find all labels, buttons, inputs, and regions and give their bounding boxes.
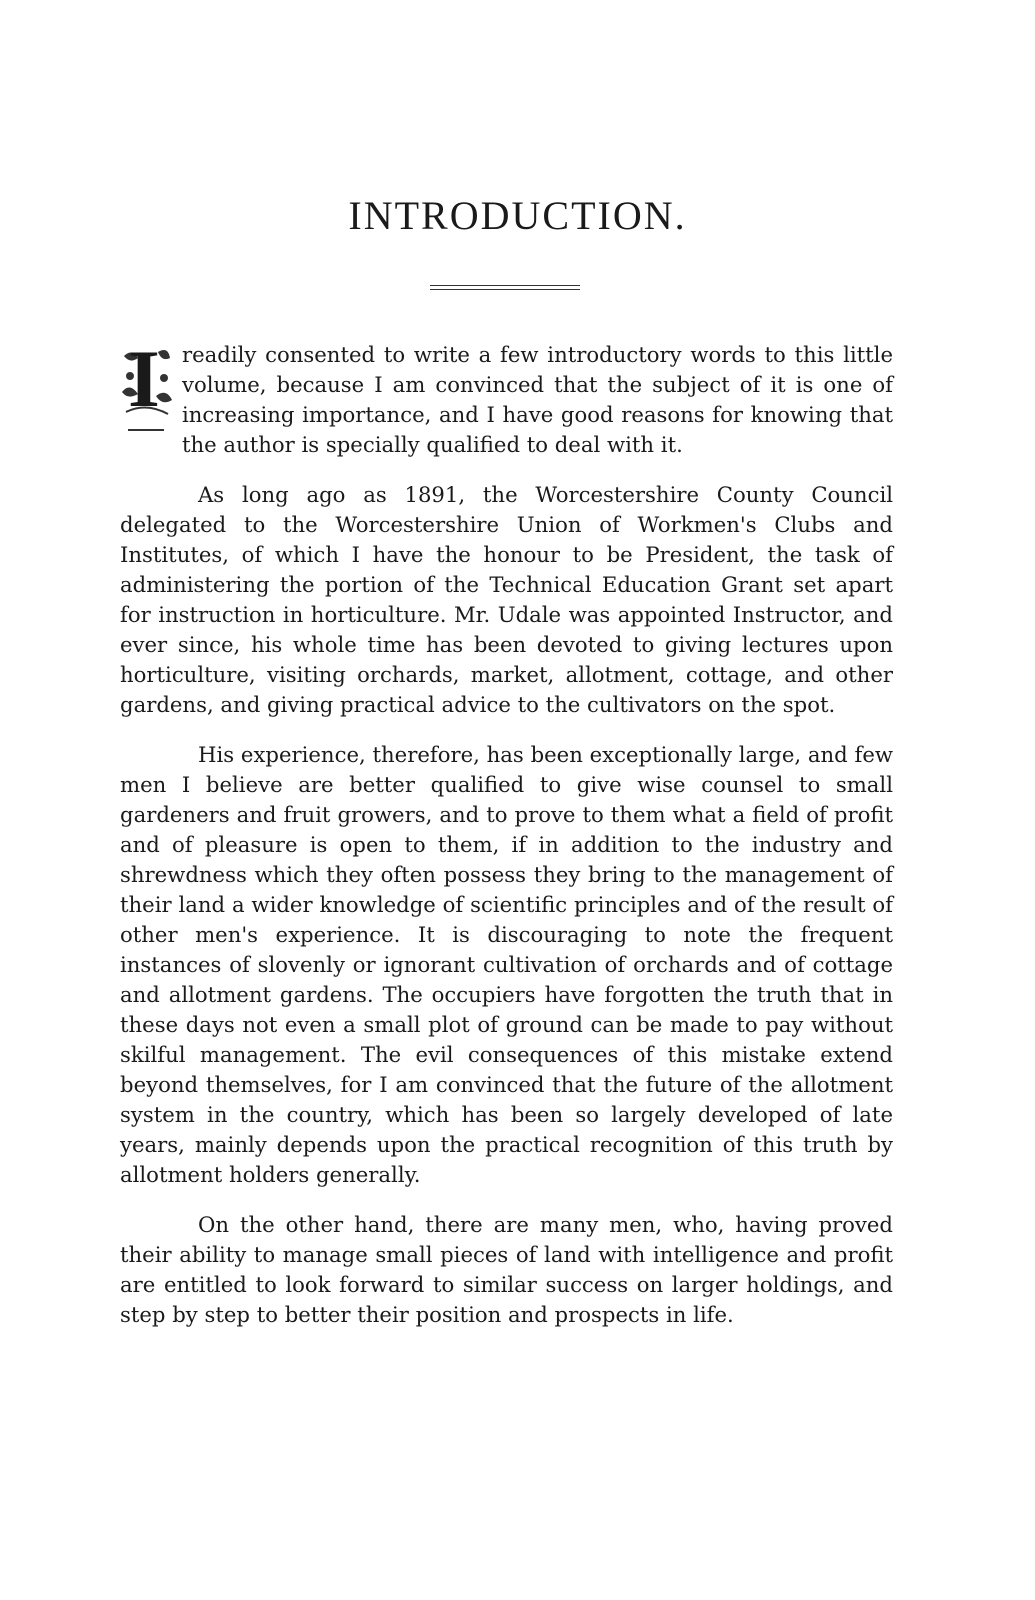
dropcap-letter: I xyxy=(128,333,160,424)
paragraph-4: On the other hand, there are many men, who, having proved their ability to manage small pieces of land with intelligence and profit are entitled to look forward to similar success on larger holdings, and step by step to better their position and prospects in life. xyxy=(120,1212,893,1327)
body-text xyxy=(120,333,893,1350)
paragraph-1 xyxy=(120,333,893,460)
ornamental-dropcap xyxy=(118,333,174,432)
title-rule xyxy=(430,285,580,290)
paragraph-1-text: readily consented to write a few introductory words to this little volume, because I am convinced that the subject of it is one of increasing importance, and I have good reasons for knowing that the author is specially qualified to deal with it. xyxy=(182,342,893,457)
page-title: INTRODUCTION. xyxy=(348,193,687,238)
paragraph-2: As long ago as 1891, the Worcestershire County Council delegated to the Worcestershire Union of Workmen's Clubs and Institutes, of which I have the honour to be President, the task of administering the portion of the Technical Education Grant set apart for instruction in horticulture. Mr. Udale was appointed Instructor, and ever since, his whole time has been devoted to giving lectures upon horticulture, visiting orchards, market, allotment, cottage, and other gardens, and giving practical advice to the cultivators on the spot. xyxy=(120,482,893,717)
paragraph-3: His experience, therefore, has been exceptionally large, and few men I believe are better qualified to give wise counsel to small gardeners and fruit growers, and to prove to them what a field of profit and of pleasure is open to them, if in addition to the industry and shrewdness which they often possess they bring to the management of their land a wider knowledge of scientific principles and of the result of other men's experience. It is discouraging to note the frequent instances of slovenly or ignorant cultivation of orchards and of cottage and allotment gardens. The occupiers have forgotten the truth that in these days not even a small plot of ground can be made to pay without skilful management. The evil consequences of this mistake extend beyond themselves, for I am convinced that the future of the allotment system in the country, which has been so largely developed of late years, mainly depends upon the practical recognition of this truth by allotment holders generally. xyxy=(120,742,893,1187)
